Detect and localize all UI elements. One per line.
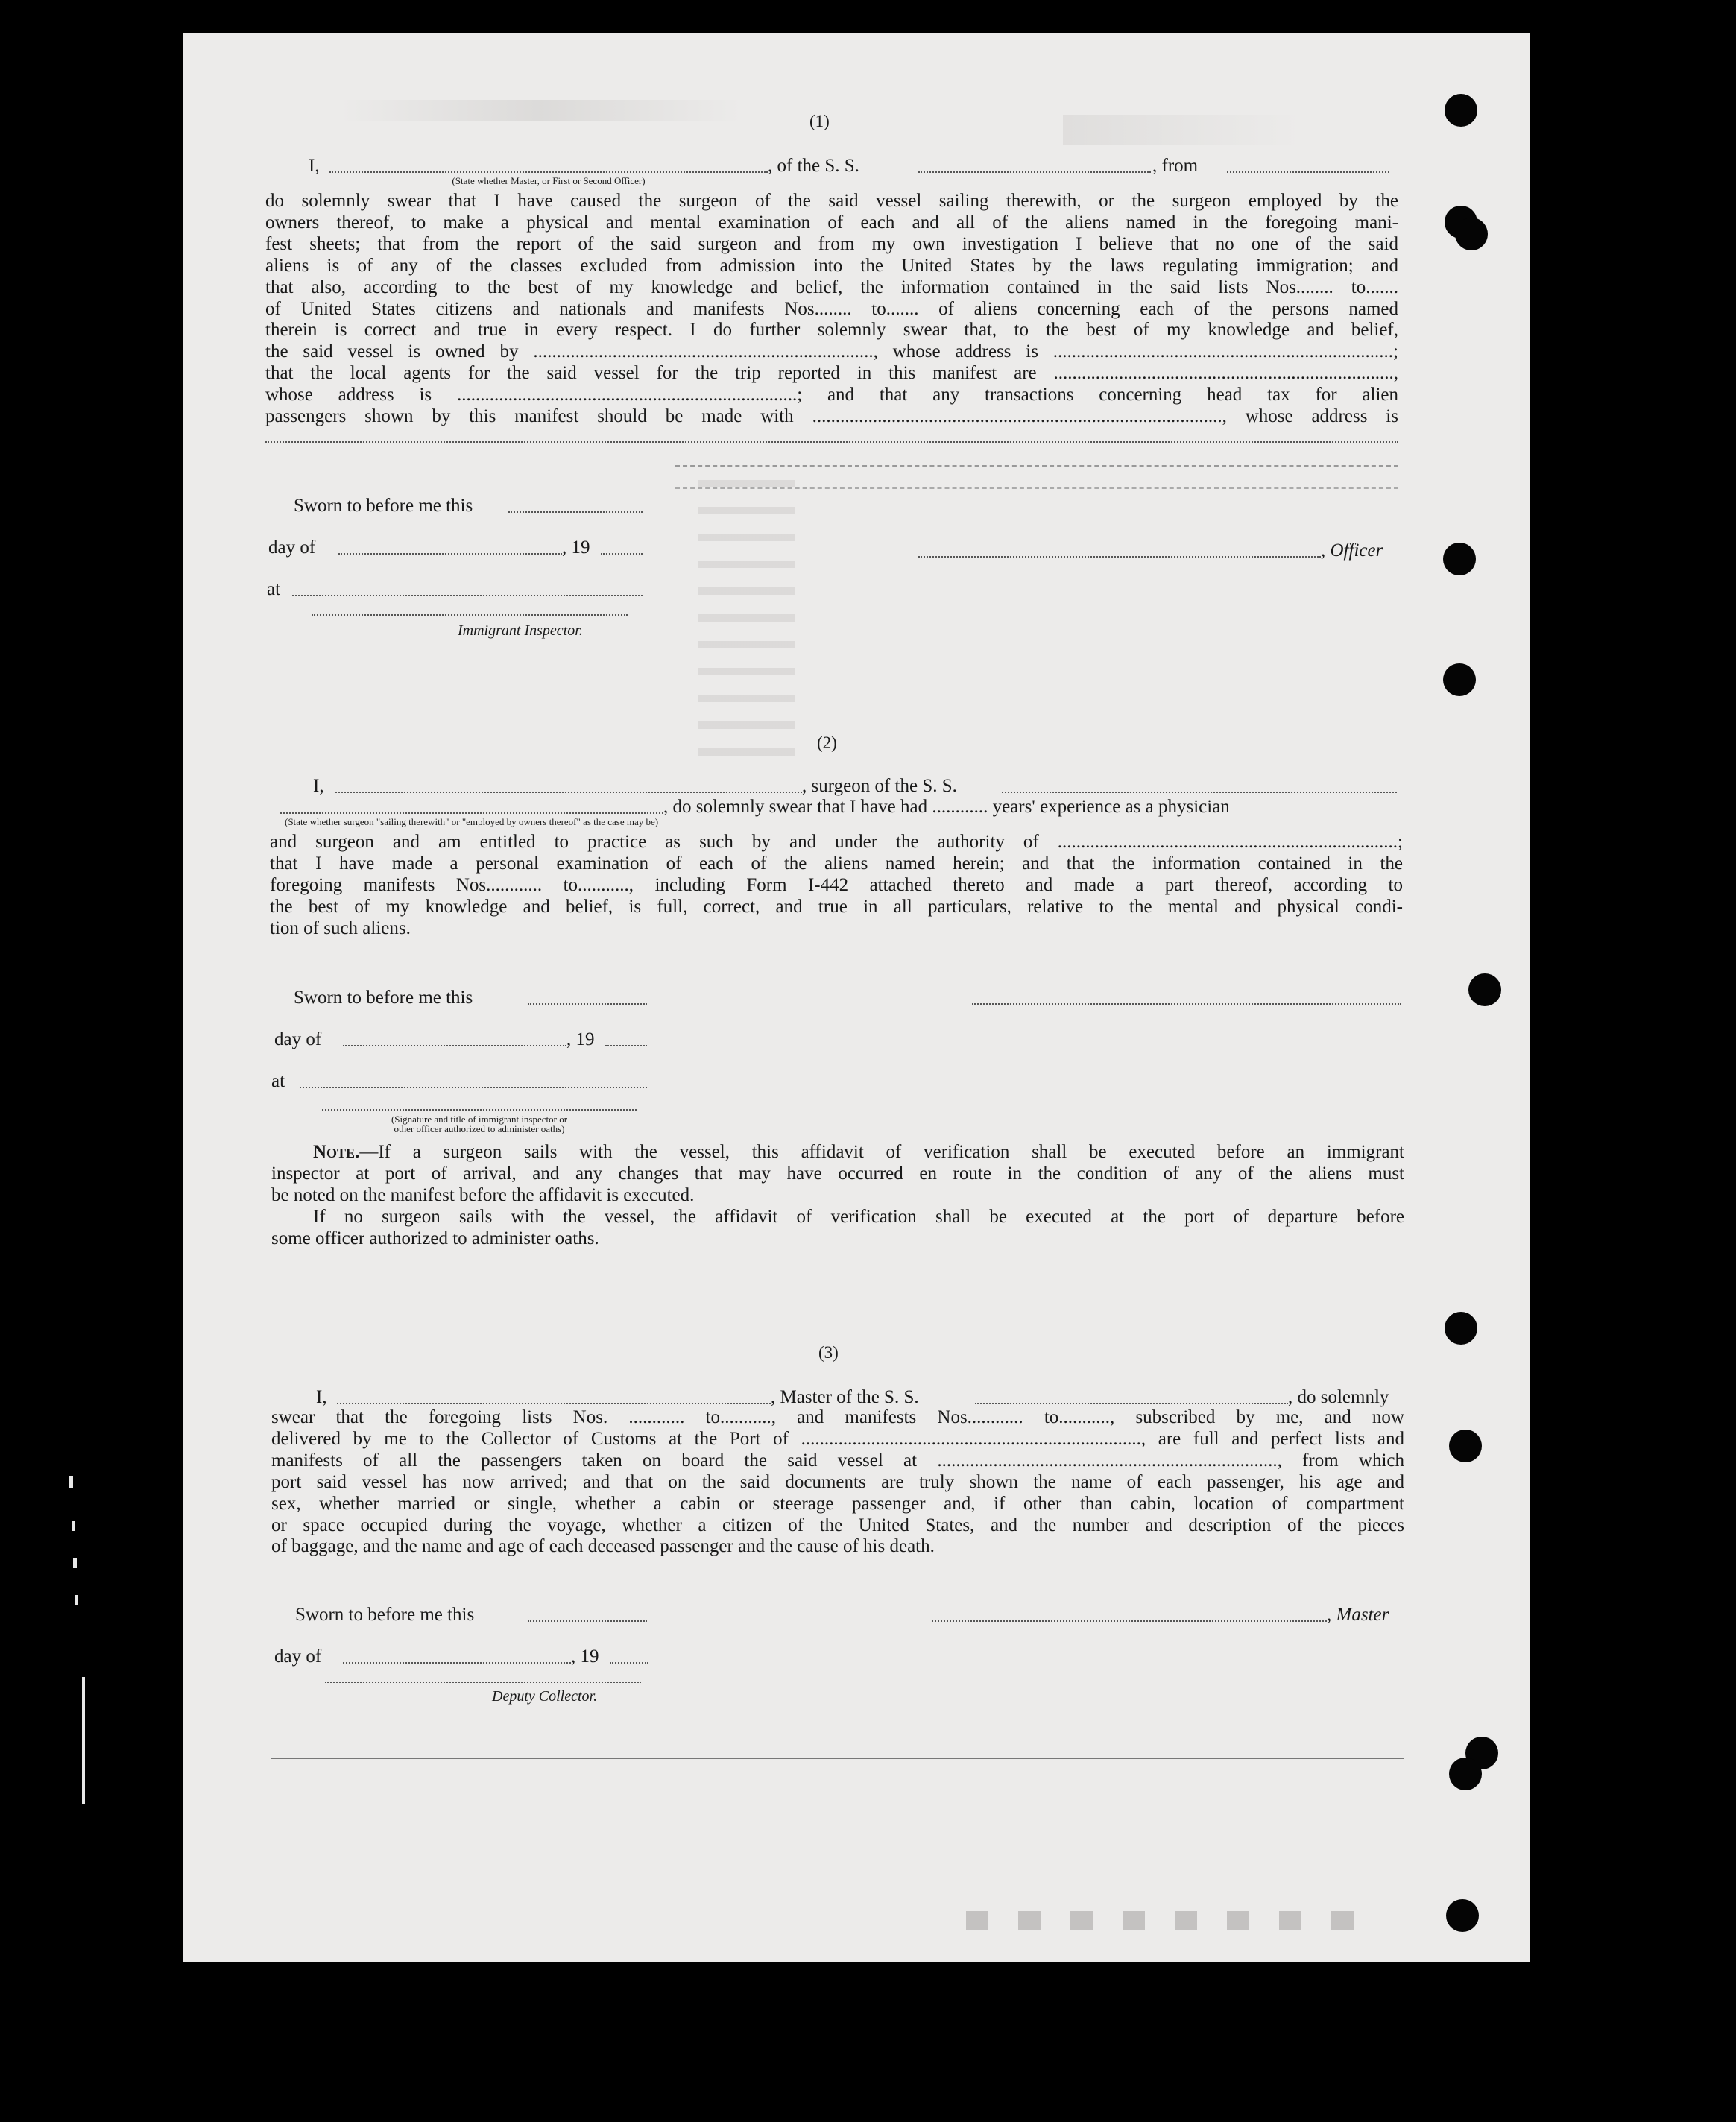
stamp-bleed-mark [698,480,795,763]
punch-hole [1445,94,1477,127]
year-label: , 19 [562,537,590,558]
sworn-label: Sworn to before me this [294,496,473,516]
sworn-day-field [528,1003,647,1005]
section1-line: passengers shown by this manifest should be made with ........................................................................................, whose address is [265,406,1398,427]
of-ss-label: , of the S. S. [768,156,859,176]
day-of-label: day of [274,1029,322,1049]
years-experience-line: , do solemnly swear that I have had ............ years' experience as a physician [663,797,1230,817]
section-number: (3) [818,1343,839,1362]
surgeon-type-hint: (State whether surgeon "sailing therewith" or "employed by owners thereof" as the case may be) [285,816,659,827]
bottom-rule [271,1758,1404,1759]
signature-hint: other officer authorized to administer oaths) [394,1123,565,1134]
scan-edge-mark [69,1476,73,1488]
at-label: at [267,579,281,599]
place-field [300,1087,647,1088]
section3-line: swear that the foregoing lists Nos. ............ to..........., and manifests Nos............ to..........., subscribed by me, and now [271,1407,1404,1427]
note-paragraph [271,1142,1404,1250]
section1-line: therein is correct and true in every respect. I do further solemnly swear that, to the best of my knowledge and belief, [265,320,1398,341]
section1-line: owners thereof, to make a physical and mental examination of each and all of the aliens named in the foregoing mani- [265,212,1398,233]
section2-line: foregoing manifests Nos............ to..........., including Form I-442 attached thereto and made a part thereof, according to [270,874,1403,895]
day-of-label: day of [268,537,316,558]
section2-line: the best of my knowledge and belief, is full, correct, and true in all particulars, relative to the mental and physical condi- [270,896,1403,917]
bleed-through-mark [1063,115,1301,145]
punch-hole [1449,1758,1482,1790]
section3-line: manifests of all the passengers taken on board the said vessel at ........................................................................., from which [271,1450,1404,1471]
place-field [292,595,643,596]
sworn-label: Sworn to before me this [295,1605,475,1625]
document-page [183,33,1530,1962]
punch-hole [1443,543,1476,575]
scan-edge-mark [73,1558,77,1568]
note-lead: Note. [313,1142,360,1162]
section2-line: and surgeon and am entitled to practice as such by and under the authority of .........................................................................; [270,832,1403,852]
section1-line: aliens is of any of the classes excluded from admission into the United States by the laws regulating immigration; and [265,255,1398,276]
year-label: , 19 [566,1029,595,1049]
section2-paragraph [270,832,1403,940]
note-line: some officer authorized to administer oaths. [271,1228,599,1248]
surgeon-type-field [280,812,663,814]
punch-hole [1449,1430,1482,1462]
sworn-day-field [508,511,643,513]
declarant-line-i: I, [309,156,320,176]
master-of-ss-label: , Master of the S. S. [771,1387,919,1407]
officer-rank-hint: (State whether Master, or First or Second Officer) [452,175,646,186]
section-number: (2) [817,733,837,752]
month-field [338,553,562,555]
year-field [610,1662,648,1664]
vessel-name-field [1002,792,1397,793]
note-line: inspector at port of arrival, and any changes that may have occurred en route in the condition of any of the aliens must [271,1163,1404,1184]
month-field [343,1662,571,1664]
scan-edge-mark [72,1521,75,1531]
section3-paragraph [271,1407,1404,1558]
section1-line: fest sheets; that from the report of the said surgeon and from my own investigation I believe that no one of the said [265,233,1398,254]
inspector-signature-label: Immigrant Inspector. [458,622,583,639]
vessel-name-field [918,171,1151,173]
master-name-field [337,1403,771,1404]
section1-line: that also, according to the best of my knowledge and belief, the information contained in the said lists Nos........ to....... [265,277,1398,297]
master-signature-label: , Master [1327,1605,1389,1625]
inspector-signature-field [312,614,628,616]
section3-line: port said vessel has now arrived; and that on the said documents are truly shown the name of each passenger, his age and [271,1471,1404,1492]
punch-hole [1443,663,1476,696]
from-label: , from [1152,156,1199,176]
signature-hint: (Signature and title of immigrant inspector or [391,1114,568,1125]
note-line [271,1142,1404,1163]
continuation-field [265,441,1398,443]
section1-line: of United States citizens and nationals and manifests Nos........ to....... of aliens concerning each of the persons named [265,298,1398,319]
scan-edge-mark [82,1677,85,1804]
surgeon-of-ss-label: , surgeon of the S. S. [802,776,957,796]
collector-signature-label: Deputy Collector. [492,1688,598,1705]
section2-line: that I have made a personal examination of each of the aliens named herein; and that the information contained in the [270,853,1403,874]
punch-hole [1446,1899,1479,1932]
at-label: at [271,1071,285,1091]
officer-signature-label: , Officer [1321,540,1383,561]
section1-line: that the local agents for the said vessel for the trip reported in this manifest are ........................................................................., [265,363,1398,384]
section-number: (1) [809,112,830,130]
continuation-field [675,465,1398,467]
surgeon-name-field [335,792,802,793]
officer-signature-field [918,556,1321,558]
bleed-through-mark [966,1911,1383,1930]
year-field [605,1045,647,1046]
bleed-through-mark [340,100,742,121]
master-signature-field [932,1620,1327,1622]
punch-hole [1445,1312,1477,1345]
solemnly-label: , do solemnly [1288,1387,1389,1407]
section3-line: delivered by me to the Collector of Customs at the Port of ........................................................................., are full and perfect lists and [271,1428,1404,1449]
year-field [601,553,643,555]
note-line: be noted on the manifest before the affidavit is executed. [271,1184,695,1205]
section1-line: whose address is .........................................................................; and that any transactions concerning head tax for alien [265,385,1398,405]
section3-line: or space occupied during the voyage, whether a citizen of the United States, and the number and description of the pieces [271,1515,1404,1535]
sworn-label: Sworn to before me this [294,988,473,1008]
scan-edge-mark [75,1595,78,1605]
section1-paragraph [265,191,1398,428]
section3-line: of baggage, and the name and age of each deceased passenger and the cause of his death. [271,1536,935,1557]
month-field [343,1045,566,1046]
collector-signature-field [325,1682,641,1683]
officer-name-field [329,171,768,173]
surgeon-signature-field [972,1003,1401,1005]
punch-hole [1455,218,1488,250]
section1-line: do solemnly swear that I have caused the surgeon of the said vessel sailing therewith, or the surgeon employed by the [265,191,1398,211]
section2-line: tion of such aliens. [270,918,411,938]
vessel-name-field [975,1403,1288,1404]
note-line: If no surgeon sails with the vessel, the affidavit of verification shall be executed at the port of departure before [313,1206,1404,1227]
punch-hole [1468,973,1501,1006]
day-of-label: day of [274,1646,322,1667]
sworn-day-field [528,1620,647,1622]
note-text: —If a surgeon sails with the vessel, this affidavit of verification shall be executed before an immigrant [359,1142,1404,1162]
year-label: , 19 [571,1646,599,1667]
signature-field [322,1109,637,1111]
section1-line: the said vessel is owned by ........................................................................., whose address is .........................................................................; [265,341,1398,362]
declarant-line-i: I, [316,1387,327,1407]
declarant-line-i: I, [313,776,324,796]
section3-line: sex, whether married or single, whether a cabin or steerage passenger and, if other than cabin, location of compartment [271,1493,1404,1514]
from-port-field [1227,171,1389,173]
